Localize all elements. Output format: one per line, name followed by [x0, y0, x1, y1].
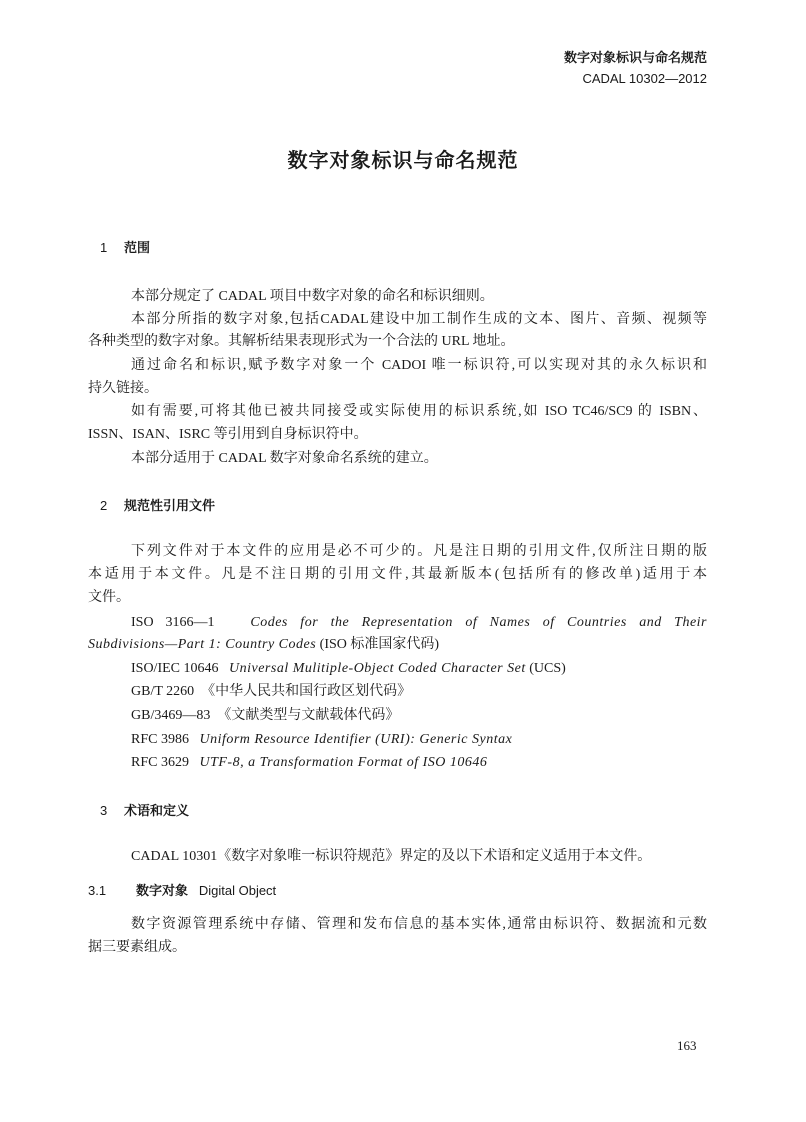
paragraph: 据三要素组成。 — [88, 940, 186, 955]
reference-item: GB/T 2260 《中华人民共和国行政区划代码》 — [131, 684, 412, 699]
paragraph: 通过命名和标识,赋予数字对象一个 CADOI 唯一标识符,可以实现对其的永久标识和 — [131, 358, 707, 373]
subsection-heading-3-1: 3.1 数字对象 Digital Object — [88, 883, 277, 898]
reference-item: RFC 3986 Uniform Resource Identifier (URI): Generic Syntax — [131, 732, 513, 747]
paragraph: 如有需要,可将其他已被共同接受或实际使用的标识系统,如 ISO TC46/SC9 的 ISBN、 — [131, 404, 707, 419]
paragraph: 持久链接。 — [88, 381, 158, 396]
reference-item: ISO/IEC 10646 Universal Mulitiple-Object Coded Character Set (UCS) — [131, 661, 566, 676]
running-header-title: 数字对象标识与命名规范 — [563, 50, 707, 65]
paragraph: 下列文件对于本文件的应用是必不可少的。凡是注日期的引用文件,仅所注日期的版 — [131, 544, 707, 559]
section-heading-2: 2 规范性引用文件 — [100, 498, 216, 513]
section-heading-3: 3 术语和定义 — [100, 803, 190, 818]
paragraph: 本部分规定了 CADAL 项目中数字对象的命名和标识细则。 — [131, 289, 494, 304]
reference-item-cont: Subdivisions—Part 1: Country Codes (ISO 标准国家代码) — [88, 637, 440, 652]
paragraph: 本部分适用于 CADAL 数字对象命名系统的建立。 — [131, 451, 438, 466]
page-number: 163 — [677, 1038, 697, 1053]
paragraph: 文件。 — [88, 590, 130, 605]
reference-item: RFC 3629 UTF-8, a Transformation Format of ISO 10646 — [131, 755, 488, 770]
paragraph: 数字资源管理系统中存储、管理和发布信息的基本实体,通常由标识符、数据流和元数 — [131, 917, 707, 932]
paragraph: 本部分所指的数字对象,包括CADAL建设中加工制作生成的文本、图片、音频、视频等 — [131, 312, 707, 327]
paragraph: ISSN、ISAN、ISRC 等引用到自身标识符中。 — [88, 427, 368, 442]
reference-item: ISO 3166—1 Codes for the Representation of Names of Countries and Their — [131, 615, 707, 630]
section-heading-1: 1 范围 — [100, 240, 151, 255]
reference-item: GB/3469—83 《文献类型与文献载体代码》 — [131, 708, 400, 723]
paragraph: 各种类型的数字对象。其解析结果表现形式为一个合法的 URL 地址。 — [88, 334, 515, 349]
page-title: 数字对象标识与命名规范 — [287, 150, 519, 172]
running-header-code: CADAL 10302—2012 — [582, 71, 707, 86]
paragraph: CADAL 10301《数字对象唯一标识符规范》界定的及以下术语和定义适用于本文件。 — [131, 849, 652, 864]
paragraph: 本适用于本文件。凡是不注日期的引用文件,其最新版本(包括所有的修改单)适用于本 — [88, 567, 707, 582]
